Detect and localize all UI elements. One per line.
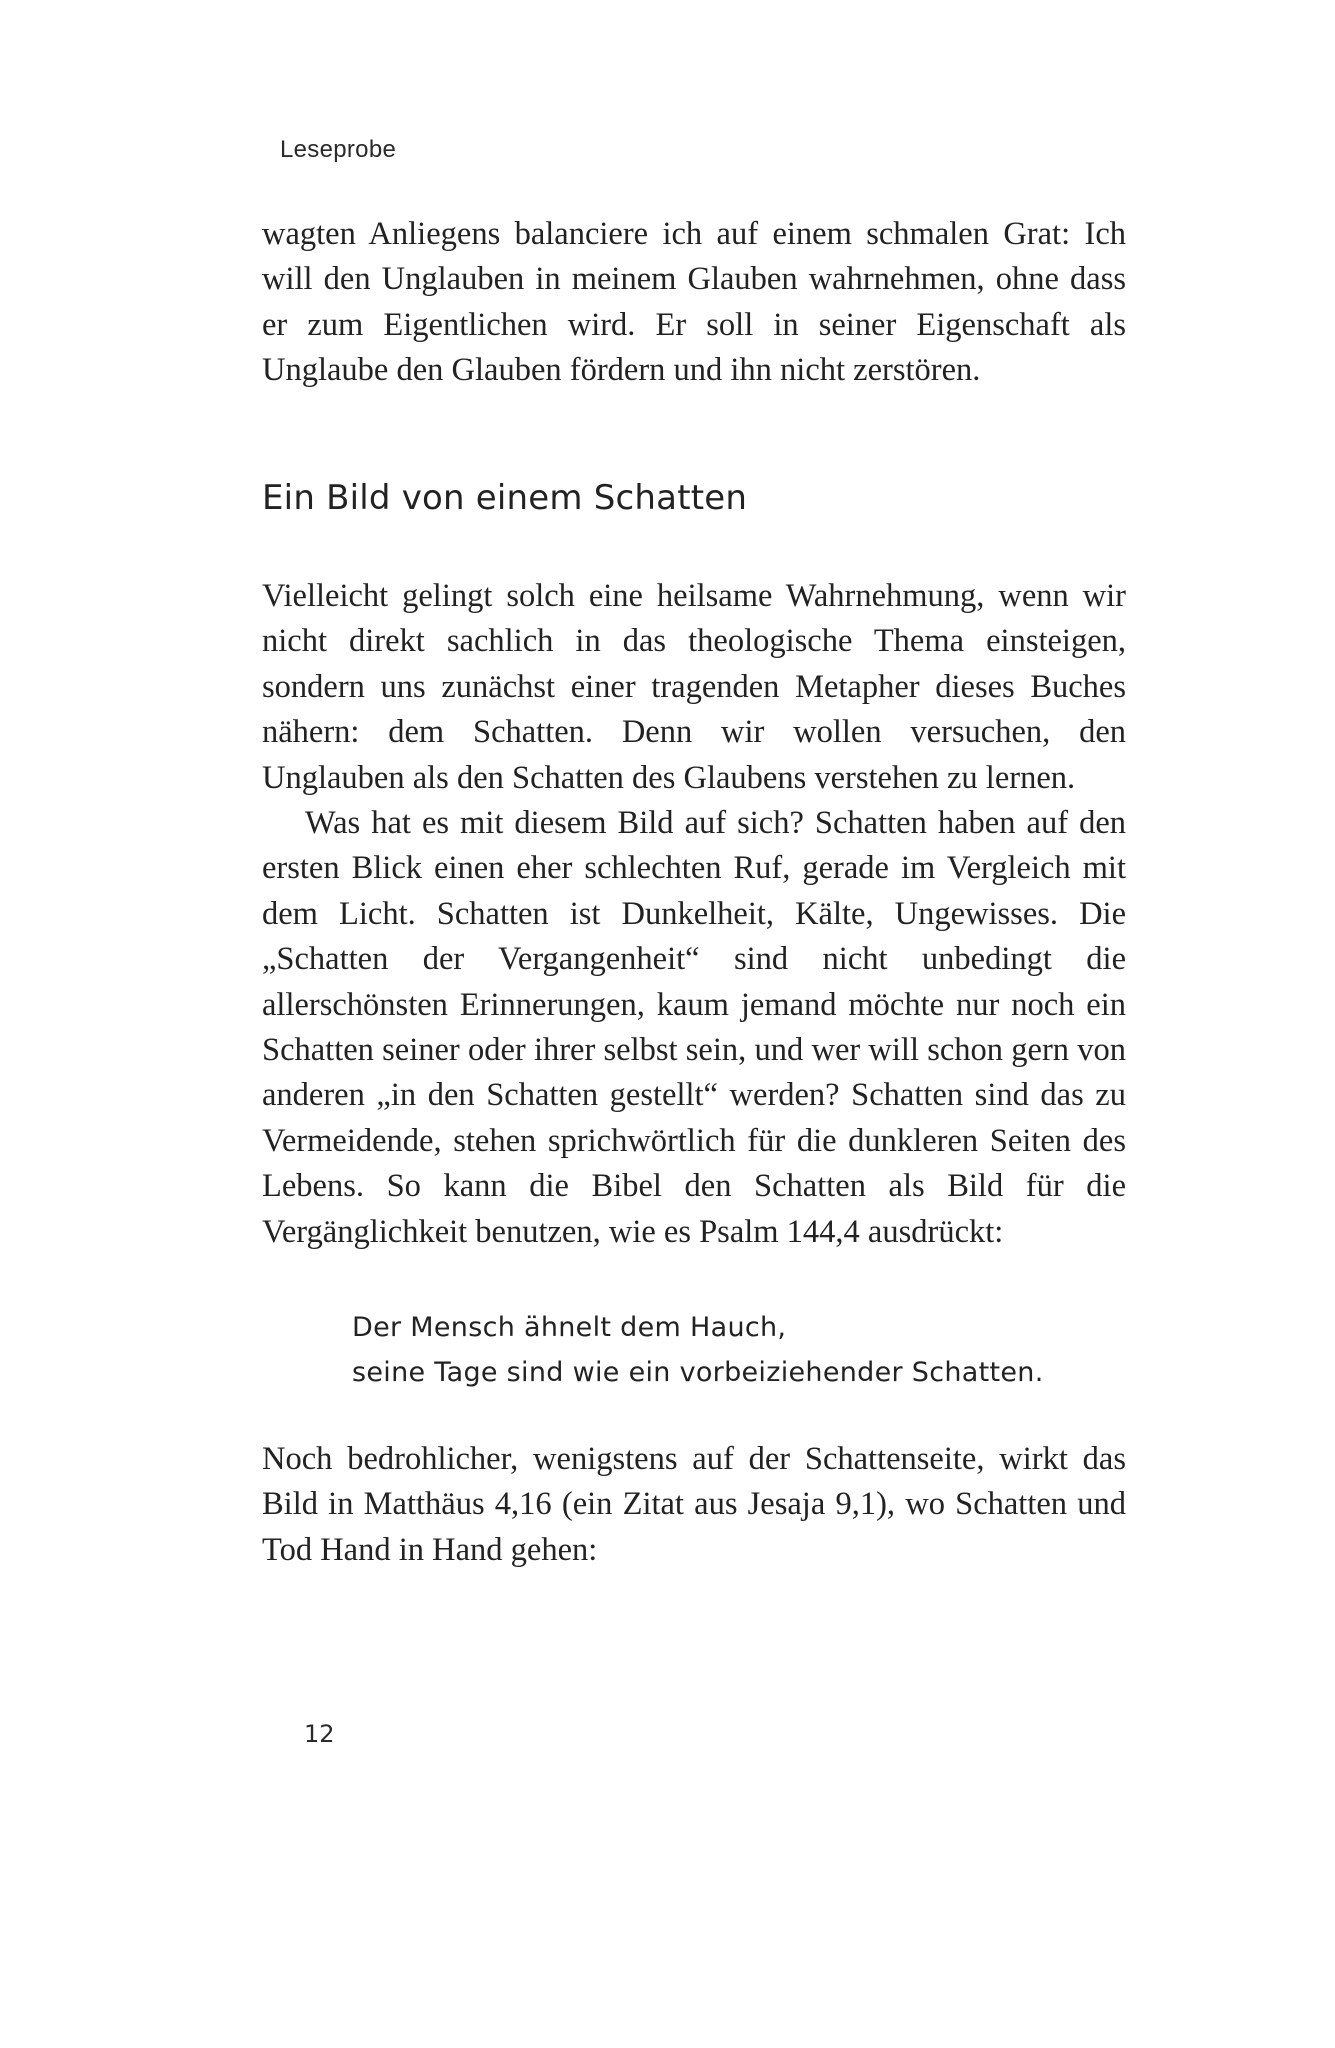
running-head: Leseprobe bbox=[280, 136, 397, 163]
closing-text bbox=[262, 1437, 1126, 1573]
psalm-quote bbox=[352, 1305, 1044, 1395]
paragraph-2: Was hat es mit diesem Bild auf sich? Schatten haben auf den ersten Blick einen eher schlechten Ruf, gerade im Vergleich mit dem Licht. Schatten ist Dunkelheit, Kälte, Ungewisses. Die „Schatten der Vergangenheit“ sind nicht unbedingt die allerschönsten Erinnerungen, kaum jemand möchte nur noch ein Schatten seiner oder ihrer selbst sein, und wer will schon gern von anderen „in den Schatten gestellt“ werden? Schatten sind das zu Vermeidende, stehen sprichwörtlich für die dunkleren Seiten des Lebens. So kann die Bibel den Schatten als Bild für die Vergänglichkeit benutzen, wie es Psalm 144,4 ausdrückt: bbox=[262, 805, 1126, 1250]
paragraph-1: Vielleicht gelingt solch eine heilsame Wahrnehmung, wenn wir nicht direkt sachlich in das theologische Thema einsteigen, sondern uns zunächst einer tragenden Metapher dieses Buches nähern: dem Schatten. Denn wir wollen versuchen, den Unglauben als den Schatten des Glaubens verstehen zu lernen. bbox=[262, 578, 1126, 796]
intro-paragraph: wagten Anliegens balanciere ich auf einem schmalen Grat: Ich will den Unglauben in meinem Glauben wahrnehmen, ohne dass er zum Eigentlichen wird. Er soll in seiner Eigenschaft als Unglaube den Glauben fördern und ihn nicht zerstören. bbox=[262, 216, 1126, 389]
quote-line-2: seine Tage sind wie ein vorbeiziehender Schatten. bbox=[352, 1357, 1044, 1388]
section-heading: Ein Bild von einem Schatten bbox=[262, 478, 748, 518]
body-text bbox=[262, 574, 1126, 1255]
page-number: 12 bbox=[304, 1720, 335, 1748]
quote-line-1: Der Mensch ähnelt dem Hauch, bbox=[352, 1312, 787, 1343]
intro-text bbox=[262, 212, 1126, 394]
closing-paragraph: Noch bedrohlicher, wenigstens auf der Schattenseite, wirkt das Bild in Matthäus 4,16 (ein Zitat aus Jesaja 9,1), wo Schatten und Tod Hand in Hand gehen: bbox=[262, 1441, 1126, 1568]
